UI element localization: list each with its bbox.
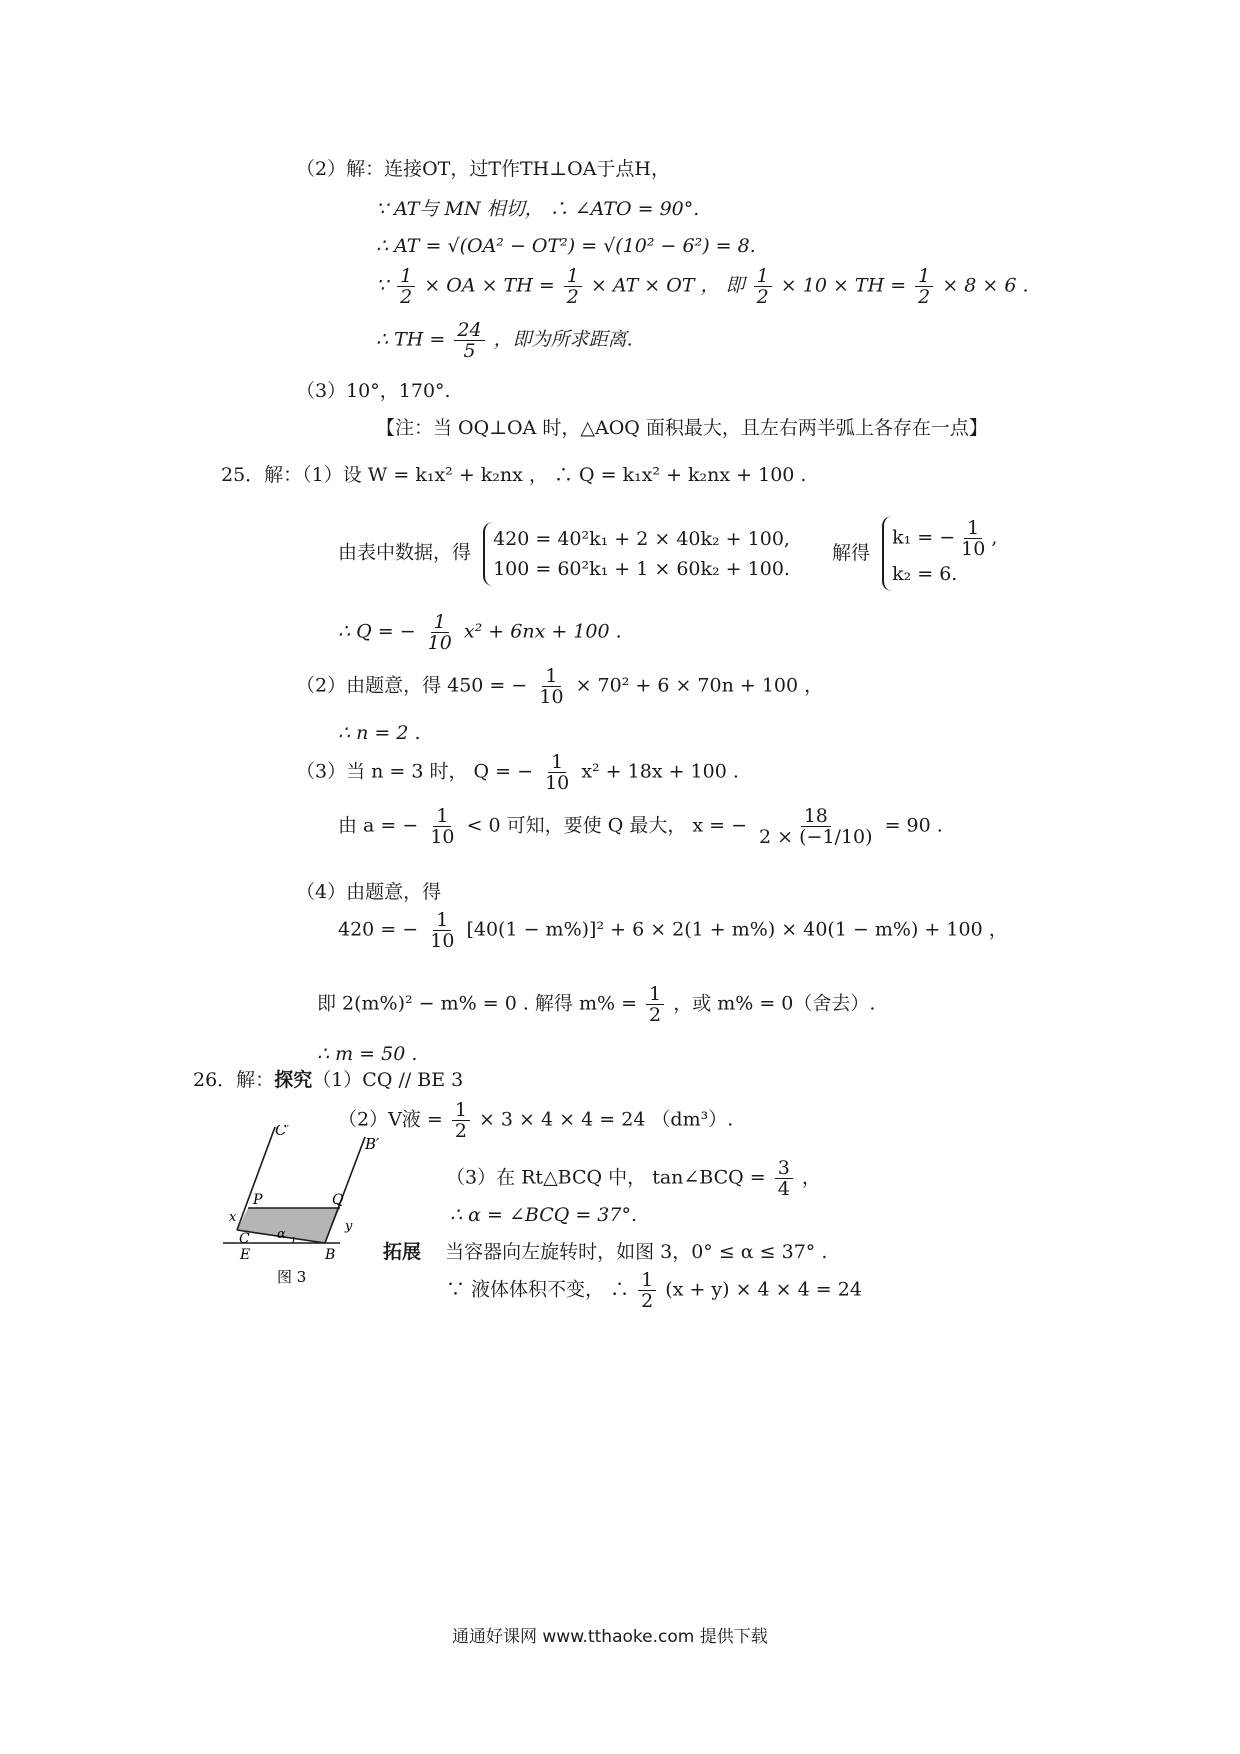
- q25-line6: （3）当 n = 3 时， Q = − $\frac{1}{10}$ x² + 18x + 100 .: [296, 751, 739, 794]
- q25-line3: ∴ Q = − $\frac{1}{10}$ x² + 6nx + 100 .: [338, 611, 622, 654]
- q25-line9: 420 = − $\frac{1}{10}$ [40(1 − m%)]² + 6 × 2(1 + m%) × 40(1 − m%) + 100 ，: [338, 909, 1008, 952]
- q25-line7: 由 a = − $\frac{1}{10}$ < 0 可知，要使 Q 最大， x = − $\frac{18}{2 \times (-1/10)}$ = 90 .: [338, 805, 943, 848]
- q26-line1: 26．解：探究（1）CQ // BE 3: [193, 1069, 464, 1091]
- q24-note: 【注：当 OQ⊥OA 时，△AOQ 面积最大，且左右两半弧上各存在一点】: [376, 417, 988, 439]
- q25-line1: 25．解：（1）设 W = k₁x² + k₂nx ， ∴ Q = k₁x² + k₂nx + 100 .: [221, 464, 807, 486]
- label-b: B: [325, 1247, 336, 1263]
- label-c-prime: C′: [275, 1125, 290, 1139]
- label-c: C: [239, 1231, 250, 1247]
- q25-line11: ∴ m = 50 .: [317, 1043, 418, 1065]
- q25-solution-system: k₁ = − $\frac{1}{10}$ , k₂ = 6.: [882, 516, 997, 591]
- label-alpha: α: [277, 1227, 286, 1242]
- label-p: P: [253, 1192, 263, 1208]
- q25-line10: 即 2(m%)² − m% = 0 . 解得 m% = $\frac{1}{2}$ ，或 m% = 0（舍去）.: [317, 983, 876, 1026]
- q26-line3: （3）在 Rt△BCQ 中， tan∠BCQ = $\frac{3}{4}$ ，: [446, 1157, 821, 1200]
- label-q: Q: [332, 1192, 344, 1208]
- q25-line8: （4）由题意，得: [296, 881, 442, 903]
- q25-line2: 由表中数据，得 420 = 40²k₁ + 2 × 40k₂ + 100, 100 = 60²k₁ + 1 × 60k₂ + 100. 解得 k₁ = − $\frac{1}{10}$ , k₂ = 6.: [338, 516, 997, 591]
- q25-line5: ∴ n = 2 .: [338, 722, 421, 744]
- footer-source: 通通好课网 www.tthaoke.com 提供下载: [452, 1627, 768, 1647]
- q26-line4: ∴ α = ∠BCQ = 37°.: [450, 1204, 638, 1226]
- q24-part2-line5: ∴ TH = $\frac{24}{5}$ ，即为所求距离.: [376, 319, 633, 362]
- label-x: x: [229, 1210, 237, 1225]
- figure-caption: 图 3: [277, 1268, 307, 1286]
- q24-part2-line4: ∵ $\frac{1}{2}$ × OA × TH = $\frac{1}{2}$ × AT × OT ， 即 $\frac{1}{2}$ × 10 × TH = $\frac{1}{2}$ × 8 × 6 .: [376, 265, 1029, 308]
- figure-3-diagram: [215, 1125, 385, 1295]
- q25-line4: （2）由题意，得 450 = − $\frac{1}{10}$ × 70² + 6 × 70n + 100 ，: [296, 665, 824, 708]
- label-b-prime: B′: [365, 1135, 380, 1153]
- q26-line6: ∵ 液体体积不变， ∴ $\frac{1}{2}$ (x + y) × 4 × 4 = 24: [446, 1269, 862, 1312]
- q24-part2-line1: （2）解：连接OT，过T作TH⊥OA于点H，: [296, 158, 670, 180]
- label-y: y: [345, 1219, 353, 1234]
- q24-part3: （3）10°，170°.: [296, 380, 451, 402]
- q24-part2-line2: ∵ AT与 MN 相切， ∴ ∠ATO = 90°.: [376, 198, 700, 220]
- q24-part2-line3: ∴ AT = √(OA² − OT²) = √(10² − 6²) = 8.: [376, 235, 756, 257]
- q26-line5: 拓展 当容器向左旋转时，如图 3，0° ≤ α ≤ 37° .: [383, 1241, 828, 1263]
- q26-line2: （2）V液 = $\frac{1}{2}$ × 3 × 4 × 4 = 24 （dm³）.: [338, 1099, 734, 1142]
- q25-equation-system: 420 = 40²k₁ + 2 × 40k₂ + 100, 100 = 60²k₁ + 1 × 60k₂ + 100.: [483, 522, 790, 586]
- label-e: E: [240, 1247, 251, 1263]
